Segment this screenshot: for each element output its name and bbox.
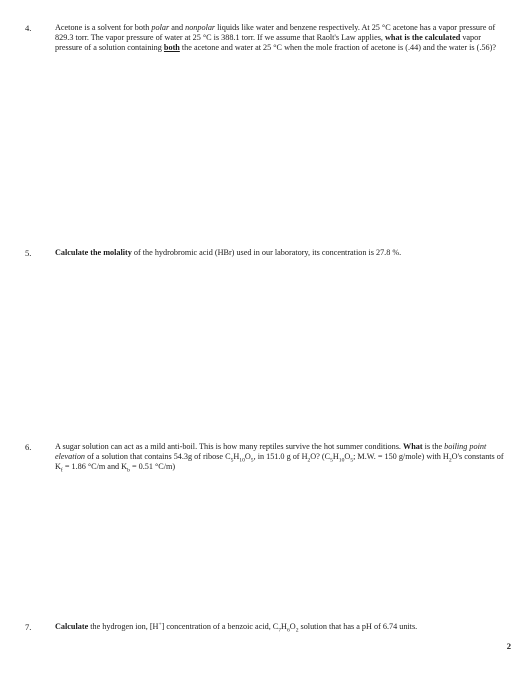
text-run-italic: polar bbox=[151, 23, 170, 32]
text-run: H bbox=[233, 452, 240, 462]
question-number: 7. bbox=[25, 622, 32, 632]
text-run: H bbox=[281, 622, 287, 631]
text-run: A sugar solution can act as a mild anti-boil. This is how many reptiles survive the hot summer conditions. bbox=[55, 442, 403, 451]
text-run: O? (C bbox=[310, 452, 331, 462]
subscript: 5 bbox=[230, 457, 234, 464]
text-run-bold: what is the calculated bbox=[384, 33, 461, 43]
subscript: 5 bbox=[250, 457, 254, 464]
question-text bbox=[55, 622, 507, 632]
text-run: of the hydrobromic acid (HBr) used in our laboratory, its concentration is 27.8 %. bbox=[131, 248, 402, 257]
text-run-italic: boiling point elevation bbox=[55, 442, 487, 462]
question-text bbox=[55, 248, 507, 258]
subscript: 2 bbox=[448, 457, 452, 464]
text-run-bold: What bbox=[403, 442, 423, 451]
text-run: O bbox=[344, 452, 351, 462]
subscript: 5 bbox=[350, 457, 354, 464]
text-run: O bbox=[289, 622, 296, 631]
text-run: = 1.86 °C/m and K bbox=[62, 462, 128, 472]
question-number: 5. bbox=[25, 248, 32, 258]
text-run: and bbox=[169, 23, 186, 32]
subscript: 7 bbox=[278, 627, 282, 634]
subscript: b bbox=[127, 467, 130, 474]
text-run: is the bbox=[422, 442, 445, 451]
text-run: the hydrogen ion, [H bbox=[88, 622, 159, 631]
text-run: ; M.W. = 150 g/mole) with H bbox=[353, 452, 449, 462]
question-text bbox=[55, 23, 507, 53]
text-run-italic: nonpolar bbox=[185, 23, 216, 32]
subscript: 2 bbox=[307, 457, 311, 464]
question-text bbox=[55, 442, 507, 472]
text-run-bold: Calculate bbox=[55, 622, 89, 631]
text-run: = 0.51 °C/m) bbox=[129, 462, 176, 472]
question-number: 4. bbox=[25, 23, 32, 33]
subscript: 6 bbox=[286, 627, 290, 634]
text-run: ] concentration of a benzoic acid, C bbox=[161, 622, 279, 631]
text-run: of a solution that contains 54.3g of ribose C bbox=[85, 452, 231, 462]
question-number: 6. bbox=[25, 442, 32, 452]
text-run: the acetone and water at 25 °C when the mole fraction of acetone is (.44) and the water is (.56)? bbox=[179, 43, 496, 53]
subscript: f bbox=[60, 467, 63, 474]
superscript: + bbox=[158, 621, 162, 628]
subscript: 5 bbox=[330, 457, 333, 464]
text-run-bold-underline: both bbox=[163, 43, 180, 53]
subscript: 2 bbox=[295, 627, 299, 634]
text-run: O bbox=[244, 452, 251, 462]
text-run: H bbox=[332, 452, 339, 462]
text-run: O's constants of K bbox=[55, 452, 504, 472]
text-run: vapor pressure of a solution containing bbox=[55, 33, 481, 53]
subscript: 10 bbox=[239, 457, 245, 464]
text-run: liquids like water and benzene respectively. At 25 °C acetone has a vapor pressure of 829.3 torr. The vapor pressure of water at 25 °C is 388.1 torr. If we assume that Raolt's Law applies, bbox=[55, 23, 496, 43]
page-number: 2 bbox=[506, 641, 511, 651]
subscript: 10 bbox=[338, 457, 345, 464]
text-run: solution that has a pH of 6.74 units. bbox=[298, 622, 418, 631]
text-run: Acetone is a solvent for both bbox=[55, 23, 152, 32]
text-run: , in 151.0 g of H bbox=[253, 452, 308, 462]
text-run-bold: Calculate the molality bbox=[55, 248, 132, 257]
